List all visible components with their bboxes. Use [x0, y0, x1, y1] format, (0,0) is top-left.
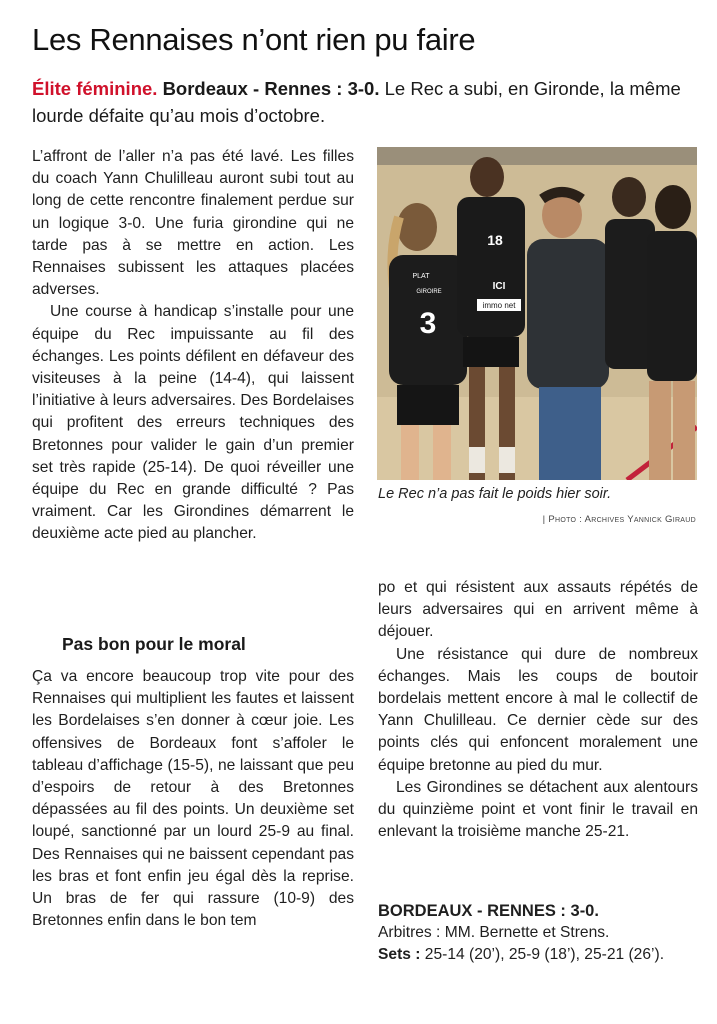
body-paragraph: Ça va encore beaucoup trop vite pour des Rennaises qui multiplient les fautes et laissent les Bordelaises s’en donner à cœur joie. Les offensives de Bordeaux font s’affoler le tableau d’affichage (15-5), ne laissant que peu d’espoirs de retour à des Bretonnes dépassées au fil des points. Un deuxième set loupé, sanctionné par un lourd 25-9 au final. Des Rennaises qui ne baissent cependant pas les bras et font enfin jeu égal dès la reprise. Un bras de fer qui rassure (10-9) des Bretonnes enfin dans le bon tem [32, 668, 354, 930]
article-photo [377, 147, 697, 480]
jersey-sponsor-text: PLAT [412, 273, 430, 280]
body-paragraph: Une résistance qui dure de nombreux échanges. Mais les coups de boutoir bordelais mettent encore à mal le collectif de Yann Chulilleau. Ce dernier cède sur des points clés qui enfoncent moralement une équipe bretonne au pied du mur. [378, 645, 698, 774]
result-sets [378, 944, 698, 966]
body-paragraph: L’affront de l’aller n’a pas été lavé. Les filles du coach Yann Chulilleau auront subi tout au long de cette rencontre finalement perdue sur un logique 3-0. Une furia girondine qui ne tarde pas à se mettre en action. Les Rennaises subissent les attaques placées adverses. [32, 148, 354, 299]
body-paragraph: Une course à handicap s’installe pour une équipe du Rec impuissante au fil des échanges. Les points défilent en défaveur des visiteuses à la peine (14-4), qui laissent l’initiative à leurs adversaires. Des Bordelaises qui profitent des erreurs techniques des Bretonnes pour valider le gain d’un premier set très rapide (25-14). De quoi réveiller une équipe du Rec en grande difficulté ? Pas vraiment. Car les Girondines démarrent le deuxième acte pied au plancher. [32, 303, 354, 543]
lede-text: Le Rec a subi, en Gironde, la même lourde défaite qu’au mois d’octobre. [32, 78, 681, 126]
right-column [378, 577, 698, 843]
lede-score: Bordeaux - Rennes : 3-0. [162, 78, 380, 99]
sets-value: 25-14 (20’), 25-9 (18’), 25-21 (26’). [420, 946, 665, 964]
photo-caption: Le Rec n’a pas fait le poids hier soir. [378, 486, 612, 502]
jersey-sponsor-text: immo net [482, 301, 516, 310]
result-title: BORDEAUX - RENNES : 3-0. [378, 902, 599, 920]
jersey-sponsor-text: ICI [492, 281, 506, 292]
jersey-number: 3 [419, 307, 437, 340]
left-column-lower [32, 666, 354, 932]
left-column [32, 146, 354, 546]
article-lede [32, 75, 702, 129]
article-headline: Les Rennaises n’ont rien pu faire [32, 22, 476, 57]
sets-label: Sets : [378, 946, 421, 964]
photo-credit: | Photo : Archives Yannick Giraud [542, 514, 696, 525]
body-paragraph: po et qui résistent aux assauts répétés de leurs adversaires qui en arrivent même à déjouer. [378, 579, 698, 641]
body-paragraph: Les Girondines se détachent aux alentours du quinzième point et vont finir le travail en enlevant la troisième manche 25-21. [378, 778, 698, 841]
lede-kicker: Élite féminine. [32, 78, 158, 99]
result-box [378, 900, 698, 967]
volleyball-team-photo [377, 147, 697, 480]
result-referees: Arbitres : MM. Bernette et Strens. [378, 924, 610, 942]
jersey-sponsor-text: GIROIRE [416, 289, 442, 295]
article-subhead: Pas bon pour le moral [62, 634, 246, 654]
jersey-number: 18 [487, 232, 503, 248]
